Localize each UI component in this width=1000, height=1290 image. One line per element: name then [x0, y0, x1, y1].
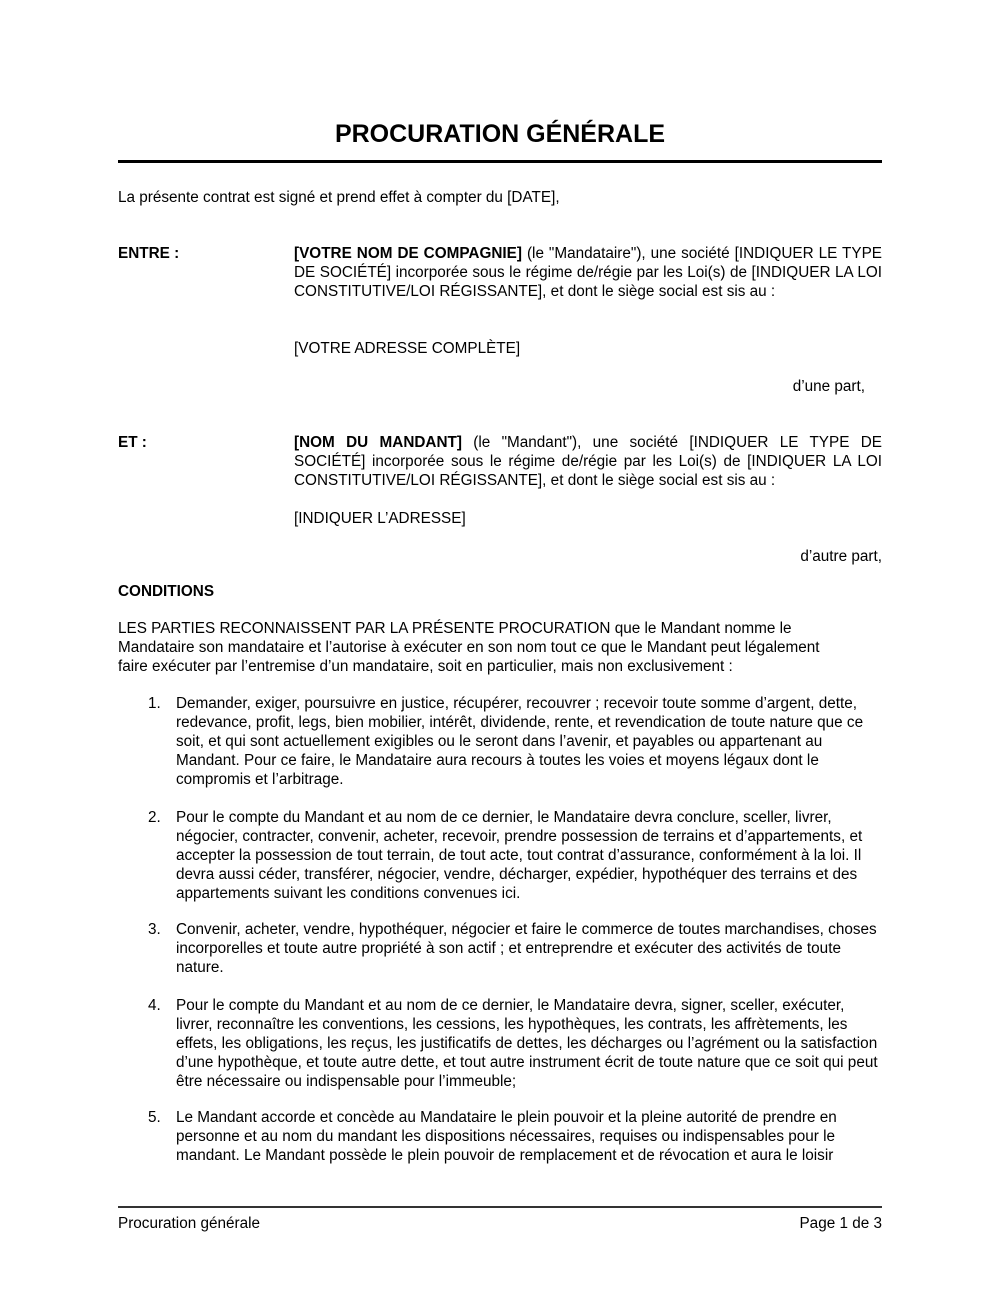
party-side: d’une part, [792, 378, 865, 395]
list-text: Pour le compte du Mandant et au nom de ce dernier, le Mandataire devra conclure, sceller, livrer, négocier, contracter, convenir, acheter, recevoir, prendre possession de terrains et d’appartements, et accepter la possession de tout terrain, de tout acte, tout contrat d’assurance, conformément à la loi. Il devra aussi céder, transférer, négocier, vendre, décharger, expédier, hypothéquer des terrains et des appartements suivant les conditions convenues ici. [176, 809, 863, 902]
party-details: (le "Mandant"), une société [INDIQUER LE TYPE DE SOCIÉTÉ] incorporée sous le régime de/régie par les Loi(s) de [INDIQUER LA LOI CONSTITUTIVE/LOI RÉGISSANTE], et dont le siège social est sis au : [294, 434, 882, 489]
party-details: (le "Mandataire"), une société [INDIQUER LE TYPE DE SOCIÉTÉ] incorporée sous le régime de/régie par les Loi(s) de [INDIQUER LA LOI CONSTITUTIVE/LOI RÉGISSANTE], et dont le siège social est sis au : [294, 245, 882, 300]
list-text: Convenir, acheter, vendre, hypothéquer, négocier et faire le commerce de toutes marchandises, choses incorporelles et toute autre propriété à son actif ; et entreprendre et exécuter des activités de toute nature. [176, 921, 877, 976]
document-title: PROCURATION GÉNÉRALE [334, 120, 666, 148]
footer-document-name: Procuration générale [118, 1215, 261, 1232]
list-number: 2. [148, 809, 161, 826]
intro-paragraph: La présente contrat est signé et prend effet à compter du [DATE], [118, 189, 560, 206]
footer-page-number: Page 1 de 3 [799, 1215, 882, 1232]
party-name: [NOM DU MANDANT] [294, 434, 462, 451]
list-number: 3. [148, 921, 161, 938]
conditions-intro: LES PARTIES RECONNAISSENT PAR LA PRÉSENTE PROCURATION que le Mandant nomme le Mandataire son mandataire et l’autorise à exécuter en son nom tout ce que le Mandant peut légalement faire exécuter par l’entremise d’un mandataire, soit en particulier, mais non exclusivement : [118, 620, 820, 675]
list-text: Pour le compte du Mandant et au nom de ce dernier, le Mandataire devra, signer, sceller, exécuter, livrer, reconnaître les conventions, les cessions, les hypothèques, les contrats, les affrètements, les effets, les obligations, les reçus, les justificatifs de dettes, les décharges ou l’agrément ou la satisfaction d’une hypothèque, et toute autre dette, et tout autre instrument écrit de toute nature que ce soit qui peut être nécessaire ou indispensable pour l’immeuble; [176, 997, 878, 1090]
list-number: 4. [148, 997, 161, 1014]
party-description [294, 433, 882, 490]
party-label: ENTRE : [118, 245, 180, 262]
party-description [294, 244, 882, 301]
party-name: [VOTRE NOM DE COMPAGNIE] [294, 245, 522, 262]
title-divider [118, 160, 882, 163]
party-label: ET : [118, 434, 147, 451]
list-text: Demander, exiger, poursuivre en justice, récupérer, recouvrer ; recevoir toute somme d’argent, dette, redevance, profit, legs, bien mobilier, intérêt, dividende, rente, et revendication de toute nature que ce soit, et qui sont actuellement exigibles ou le seront dans l’avenir, et payables ou appartenant au Mandant. Pour ce faire, le Mandataire aura recours à toutes les voies et moyens légaux dont le compromis et l’arbitrage. [176, 695, 864, 788]
party-address: [INDIQUER L’ADRESSE] [294, 510, 466, 527]
list-number: 1. [148, 695, 161, 712]
conditions-heading: CONDITIONS [118, 583, 215, 600]
party-address: [VOTRE ADRESSE COMPLÈTE] [294, 340, 521, 357]
list-text: Le Mandant accorde et concède au Mandataire le plein pouvoir et la pleine autorité de prendre en personne et au nom du mandant les dispositions nécessaires, requises ou indispensables pour le mandant. Le Mandant possède le plein pouvoir de remplacement et de révocation et aura le loisir [176, 1109, 837, 1164]
footer-divider [118, 1206, 882, 1208]
list-number: 5. [148, 1109, 161, 1126]
party-side: d’autre part, [800, 548, 882, 565]
